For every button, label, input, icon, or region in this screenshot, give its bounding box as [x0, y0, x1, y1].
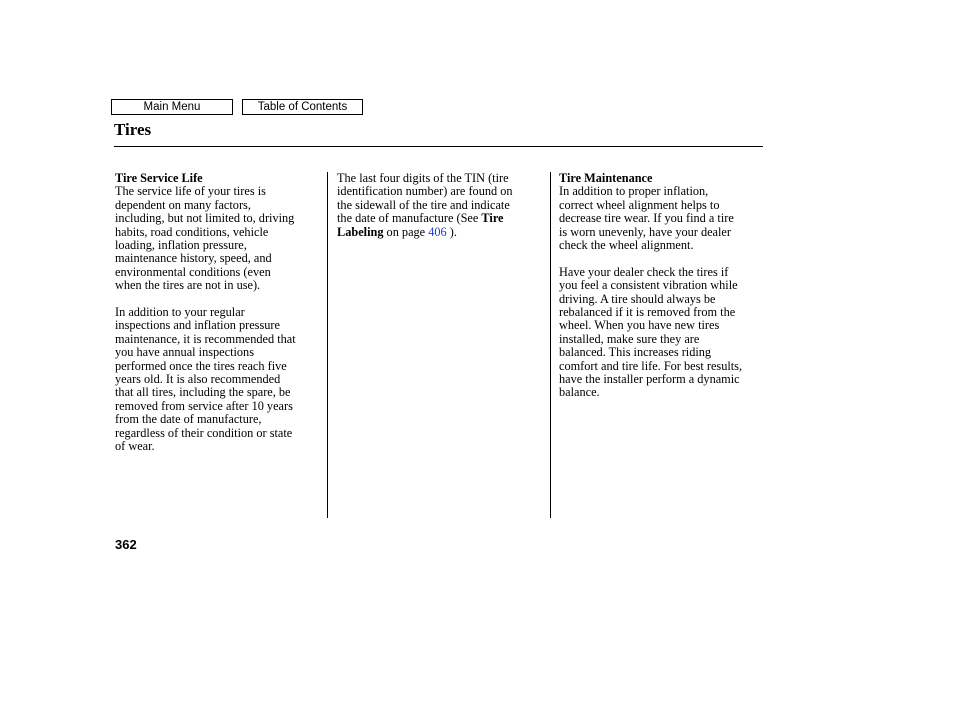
text-line: balance.: [559, 385, 600, 400]
text-line: the sidewall of the tire and indicate: [337, 197, 510, 212]
column-tire-service-life: [115, 172, 327, 467]
text-line: In addition to proper inflation,: [559, 184, 709, 199]
text-line: rebalanced if it is removed from the: [559, 305, 736, 320]
paragraph: [115, 185, 327, 292]
paragraph: [559, 185, 771, 252]
section-heading-tire-maintenance: Tire Maintenance: [559, 171, 653, 185]
section-heading-tire-service-life: Tire Service Life: [115, 171, 203, 185]
text-line: including, but not limited to, driving: [115, 211, 295, 226]
text-fragment: ).: [446, 224, 457, 239]
text-line: loading, inflation pressure,: [115, 238, 247, 253]
text-line: [337, 226, 542, 239]
page-reference-link[interactable]: 406: [428, 224, 447, 239]
text-line: decrease tire wear. If you find a tire: [559, 211, 734, 226]
text-line: you feel a consistent vibration while: [559, 278, 738, 293]
text-line: check the wheel alignment.: [559, 238, 694, 253]
column-tire-maintenance: [559, 172, 771, 413]
paragraph: [337, 172, 542, 239]
text-line: inspections and inflation pressure: [115, 318, 280, 333]
text-line: from the date of manufacture,: [115, 412, 262, 427]
text-line: years old. It is also recommended: [115, 372, 281, 387]
column-divider: [550, 172, 551, 518]
text-fragment: the date of manufacture (See: [337, 211, 482, 226]
text-line: In addition to your regular: [115, 305, 245, 320]
text-line: habits, road conditions, vehicle: [115, 224, 269, 239]
text-line: [337, 212, 542, 225]
table-of-contents-button[interactable]: Table of Contents: [242, 99, 363, 115]
text-line: is worn unevenly, have your dealer: [559, 224, 731, 239]
text-line: you have annual inspections: [115, 345, 254, 360]
title-divider: [114, 146, 763, 147]
paragraph: [115, 306, 327, 453]
text-line: maintenance, it is recommended that: [115, 331, 296, 346]
column-tin: [337, 172, 542, 252]
cross-reference-title: Labeling: [337, 224, 384, 239]
text-line: driving. A tire should always be: [559, 291, 716, 306]
page-title: Tires: [114, 120, 152, 139]
text-line: that all tires, including the spare, be: [115, 385, 291, 400]
text-line: The service life of your tires is: [115, 184, 266, 199]
text-line: installed, make sure they are: [559, 331, 700, 346]
text-line: of wear.: [115, 439, 155, 454]
text-line: when the tires are not in use).: [115, 278, 261, 293]
text-line: The last four digits of the TIN (tire: [337, 171, 509, 185]
main-menu-button[interactable]: Main Menu: [111, 99, 233, 115]
text-line: dependent on many factors,: [115, 197, 251, 212]
cross-reference-title: Tire: [481, 211, 504, 226]
text-fragment: on page: [383, 224, 429, 239]
paragraph: [559, 266, 771, 400]
text-line: have the installer perform a dynamic: [559, 372, 740, 387]
text-line: identification number) are found on: [337, 184, 513, 199]
text-line: environmental conditions (even: [115, 264, 271, 279]
text-line: correct wheel alignment helps to: [559, 197, 720, 212]
column-divider: [327, 172, 328, 518]
text-line: comfort and tire life. For best results,: [559, 358, 743, 373]
text-line: regardless of their condition or state: [115, 425, 293, 440]
text-line: performed once the tires reach five: [115, 358, 287, 373]
text-line: wheel. When you have new tires: [559, 318, 720, 333]
text-line: maintenance history, speed, and: [115, 251, 272, 266]
text-line: removed from service after 10 years: [115, 398, 293, 413]
text-line: balanced. This increases riding: [559, 345, 712, 360]
text-line: Have your dealer check the tires if: [559, 264, 729, 279]
page-number: 362: [115, 537, 137, 552]
